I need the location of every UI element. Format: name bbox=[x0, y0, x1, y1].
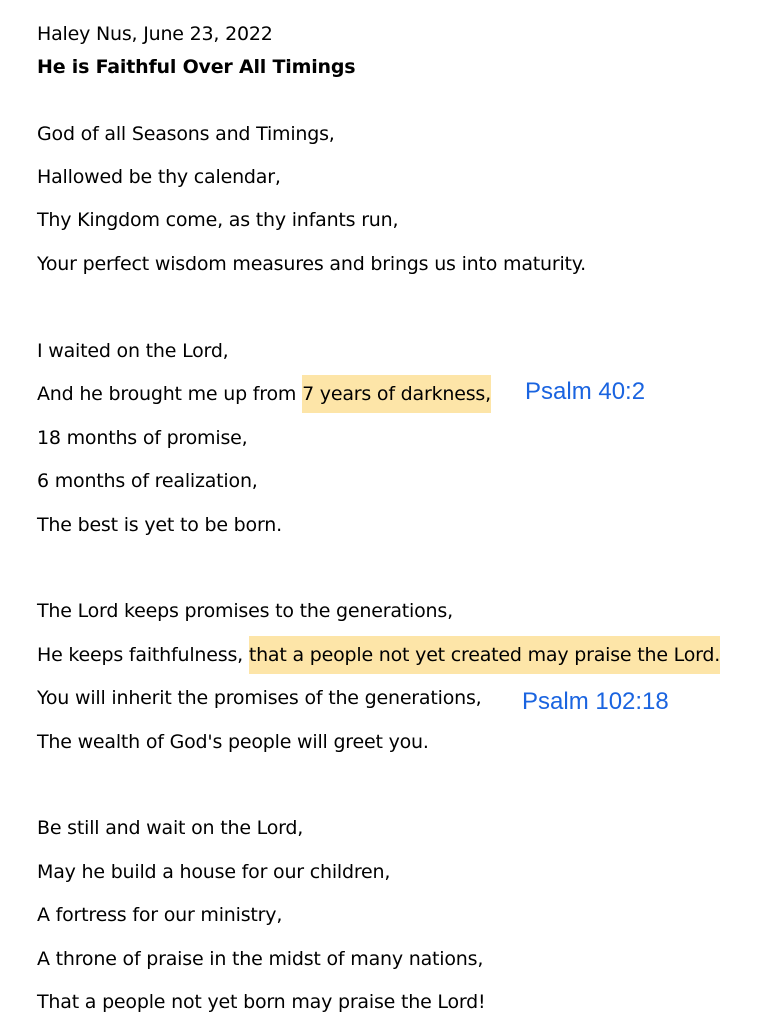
poem-line: God of all Seasons and Timings, bbox=[37, 123, 335, 145]
highlighted-phrase: that a people not yet created may praise the Lord. bbox=[249, 636, 720, 674]
poem-line: 6 months of realization, bbox=[37, 470, 258, 492]
highlighted-phrase: 7 years of darkness, bbox=[302, 375, 491, 413]
poem-line: Your perfect wisdom measures and brings us into maturity. bbox=[37, 253, 586, 275]
poem-line: The wealth of God's people will greet you. bbox=[37, 731, 429, 753]
poem-line: You will inherit the promises of the generations, bbox=[37, 687, 482, 709]
poem-line: The Lord keeps promises to the generations, bbox=[37, 600, 453, 622]
poem-line: A fortress for our ministry, bbox=[37, 904, 283, 926]
poem-line-text: And he brought me up from bbox=[37, 383, 303, 405]
poem-line: Thy Kingdom come, as thy infants run, bbox=[37, 209, 399, 231]
author-date-line: Haley Nus, June 23, 2022 bbox=[37, 23, 273, 45]
poem-line: The best is yet to be born. bbox=[37, 514, 282, 536]
poem-line: 18 months of promise, bbox=[37, 427, 248, 449]
document-title: He is Faithful Over All Timings bbox=[37, 56, 356, 78]
poem-line: Hallowed be thy calendar, bbox=[37, 166, 281, 188]
poem-line-text: He keeps faithfulness, bbox=[37, 644, 249, 666]
poem-line: May he build a house for our children, bbox=[37, 861, 391, 883]
poem-line bbox=[37, 382, 491, 406]
poem-line: A throne of praise in the midst of many nations, bbox=[37, 948, 484, 970]
poem-line: I waited on the Lord, bbox=[37, 340, 229, 362]
scripture-reference: Psalm 102:18 bbox=[522, 688, 669, 715]
poem-line: That a people not yet born may praise the Lord! bbox=[37, 991, 486, 1013]
scripture-reference: Psalm 40:2 bbox=[525, 378, 646, 405]
poem-line: Be still and wait on the Lord, bbox=[37, 817, 304, 839]
poem-line bbox=[37, 643, 720, 667]
